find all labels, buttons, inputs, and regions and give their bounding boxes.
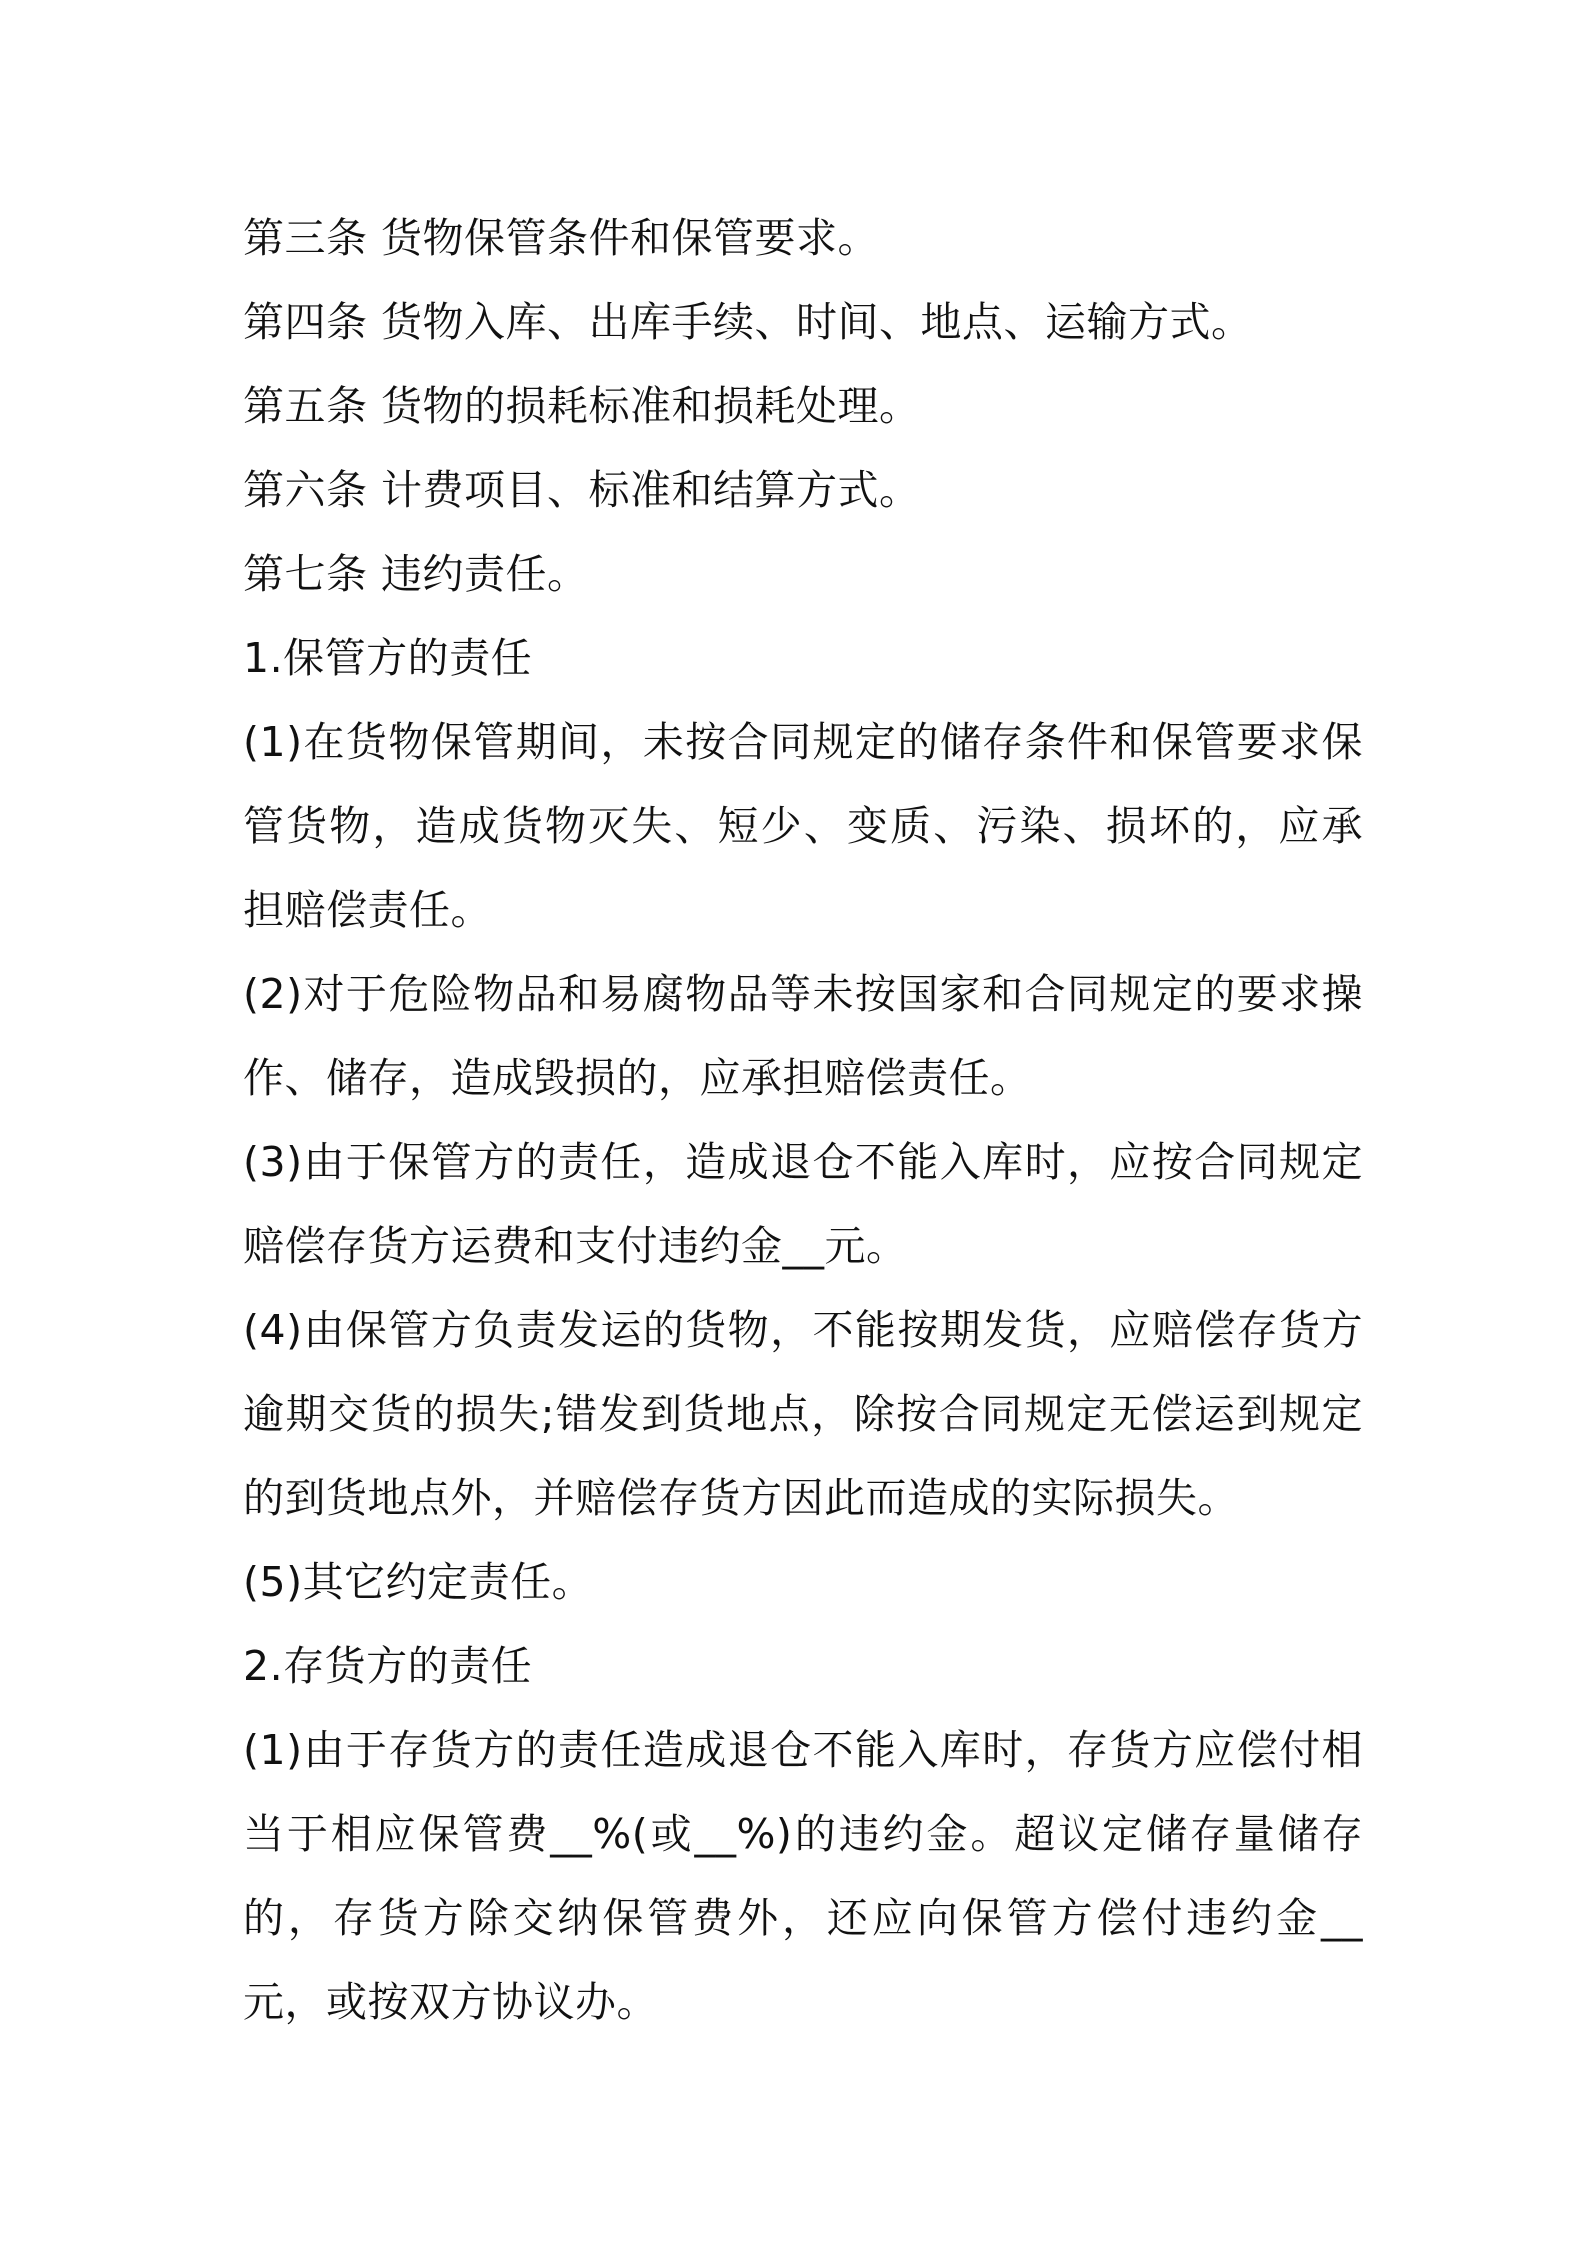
custodian-item-2: (2)对于危险物品和易腐物品等未按国家和合同规定的要求操作、储存，造成毁损的，应承担赔偿责任。 — [243, 970, 1363, 1102]
article-3-line: 第三条 货物保管条件和保管要求。 — [243, 214, 880, 262]
document-body — [243, 196, 1363, 2044]
depositor-item-1: (1)由于存货方的责任造成退仓不能入库时，存货方应偿付相当于相应保管费__%(或__%)的违约金。超议定储存量储存的，存货方除交纳保管费外，还应向保管方偿付违约金__元，或按双方协议办。 — [243, 1726, 1363, 2026]
custodian-item-1: (1)在货物保管期间，未按合同规定的储存条件和保管要求保管货物，造成货物灭失、短少、变质、污染、损坏的，应承担赔偿责任。 — [243, 718, 1363, 934]
depositor-responsibility-heading: 2.存货方的责任 — [243, 1642, 533, 1690]
custodian-item-4: (4)由保管方负责发运的货物，不能按期发货，应赔偿存货方逾期交货的损失;错发到货地点，除按合同规定无偿运到规定的到货地点外，并赔偿存货方因此而造成的实际损失。 — [243, 1306, 1363, 1522]
article-4-line: 第四条 货物入库、出库手续、时间、地点、运输方式。 — [243, 298, 1253, 346]
custodian-item-5: (5)其它约定责任。 — [243, 1558, 594, 1606]
article-7-line: 第七条 违约责任。 — [243, 550, 589, 598]
custodian-item-3: (3)由于保管方的责任，造成退仓不能入库时，应按合同规定赔偿存货方运费和支付违约金__元。 — [243, 1138, 1363, 1270]
article-5-line: 第五条 货物的损耗标准和损耗处理。 — [243, 382, 921, 430]
article-6-line: 第六条 计费项目、标准和结算方式。 — [243, 466, 921, 514]
custodian-responsibility-heading: 1.保管方的责任 — [243, 634, 533, 682]
